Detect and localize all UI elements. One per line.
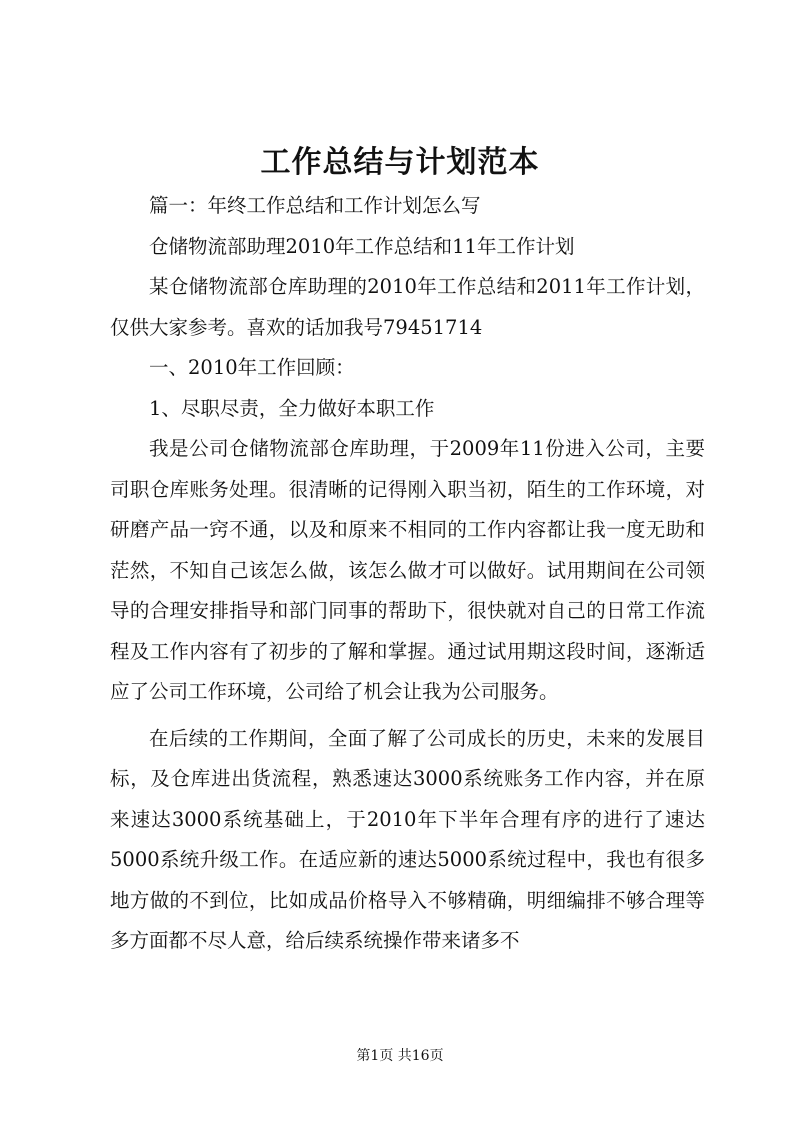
document-body [110, 186, 705, 962]
paragraph-point-heading: 1、尽职尽责，全力做好本职工作 [149, 396, 435, 420]
paragraph-intro: 某仓储物流部仓库助理的2010年工作总结和2011年工作计划，仅供大家参考。喜欢的话加我号79451714 [110, 275, 705, 339]
paragraph-body-2: 在后续的工作期间，全面了解了公司成长的历史，未来的发展目标，及仓库进出货流程，熟悉速达3000系统账务工作内容，并在原来速达3000系统基础上，于2010年下半年合理有序的进行了速达5000系统升级工作。在适应新的速达5000系统过程中，我也有很多地方做的不到位，比如成品价格导入不够精确，明细编排不够合理等多方面都不尽人意，给后续系统操作带来诸多不 [110, 726, 705, 952]
paragraph-review-heading: 一、2010年工作回顾： [149, 356, 355, 379]
page-number-footer: 第1页 共16页 [356, 1048, 444, 1064]
document-title: 工作总结与计划范本 [260, 145, 540, 180]
paragraph-section-heading: 篇一：年终工作总结和工作计划怎么写 [149, 194, 481, 217]
paragraph-body-1: 我是公司仓储物流部仓库助理，于2009年11份进入公司，主要司职仓库账务处理。很清晰的记得刚入职当初，陌生的工作环境，对研磨产品一窍不通，以及和原来不相同的工作内容都让我一度无助和茫然，不知自己该怎么做，该怎么做才可以做好。试用期间在公司领导的合理安排指导和部门同事的帮助下，很快就对自己的日常工作流程及工作内容有了初步的了解和掌握。通过试用期这段时间，逐渐适应了公司工作环境，公司给了机会让我为公司服务。 [110, 437, 705, 703]
paragraph-subtitle: 仓储物流部助理2010年工作总结和11年工作计划 [149, 234, 575, 258]
